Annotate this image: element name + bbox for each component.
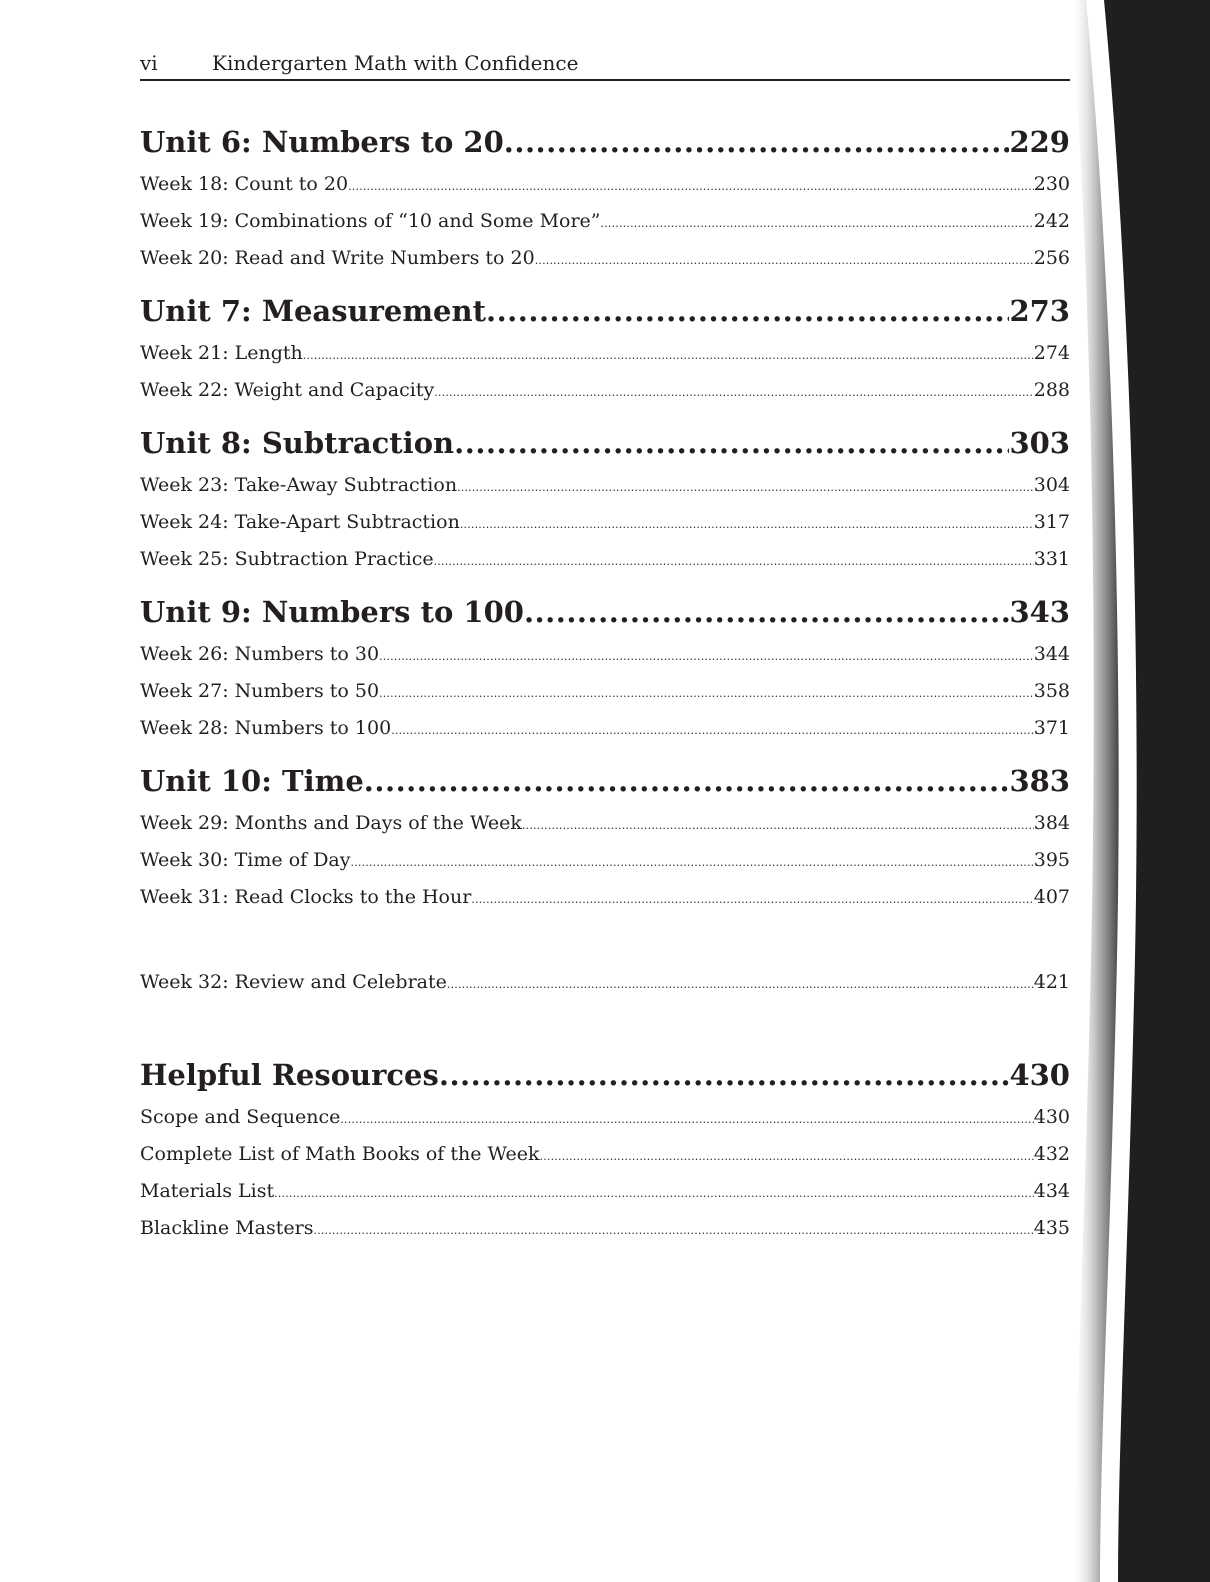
toc-entry[interactable]	[140, 467, 1070, 504]
week-page-number: 395	[1033, 849, 1070, 871]
unit-page-number: 229	[1009, 125, 1070, 159]
toc-entry[interactable]	[140, 805, 1070, 842]
unit-title: Unit 8: Subtraction	[140, 426, 455, 460]
dot-leader	[504, 120, 1010, 164]
toc-entry[interactable]	[140, 710, 1070, 747]
week-title: Week 18: Count to 20	[140, 173, 349, 195]
section-page-number: 430	[1009, 1058, 1070, 1092]
dot-leader	[351, 844, 1034, 879]
unit-title: Unit 7: Measurement	[140, 294, 486, 328]
dot-leader	[454, 421, 1009, 465]
dot-leader	[460, 506, 1034, 541]
week-title: Week 24: Take-Apart Subtraction	[140, 511, 460, 533]
section-heading[interactable]	[140, 1053, 1070, 1097]
toc-entry[interactable]	[140, 1173, 1070, 1210]
week-page-number: 256	[1033, 247, 1070, 269]
toc-unit-6	[140, 120, 1070, 277]
week-page-number: 274	[1033, 342, 1070, 364]
toc-unit-9	[140, 590, 1070, 747]
unit-page-number: 273	[1009, 294, 1070, 328]
toc-entry[interactable]	[140, 879, 1070, 916]
resource-page-number: 434	[1033, 1180, 1070, 1202]
resource-page-number: 430	[1033, 1106, 1070, 1128]
week-title: Week 21: Length	[140, 342, 303, 364]
toc-entry[interactable]	[140, 335, 1070, 372]
week-page-number: 421	[1033, 971, 1070, 993]
dot-leader	[457, 469, 1034, 504]
week-title: Week 28: Numbers to 100	[140, 717, 392, 739]
week-title: Week 27: Numbers to 50	[140, 680, 380, 702]
toc-entry[interactable]	[140, 673, 1070, 710]
toc-unit-10	[140, 759, 1070, 916]
table-of-contents	[140, 120, 1070, 1259]
dot-leader	[486, 289, 1009, 333]
toc-unit-7	[140, 289, 1070, 409]
toc-helpful-resources	[140, 1053, 1070, 1247]
week-title: Week 19: Combinations of “10 and Some More”	[140, 210, 601, 232]
dot-leader	[447, 966, 1034, 1001]
unit-heading[interactable]	[140, 759, 1070, 803]
dot-leader	[313, 1212, 1033, 1247]
dot-leader	[364, 759, 1010, 803]
dot-leader	[303, 337, 1034, 372]
resource-title: Scope and Sequence	[140, 1106, 341, 1128]
week-title: Week 32: Review and Celebrate	[140, 971, 447, 993]
week-page-number: 230	[1033, 173, 1070, 195]
dot-leader	[471, 881, 1033, 916]
dot-leader	[434, 543, 1034, 578]
week-page-number: 317	[1033, 511, 1070, 533]
week-page-number: 358	[1033, 680, 1070, 702]
unit-page-number: 343	[1009, 595, 1070, 629]
dot-leader	[274, 1175, 1034, 1210]
dot-leader	[348, 168, 1034, 203]
dot-leader	[379, 638, 1034, 673]
toc-entry[interactable]	[140, 541, 1070, 578]
week-page-number: 331	[1033, 548, 1070, 570]
week-title: Week 20: Read and Write Numbers to 20	[140, 247, 535, 269]
toc-entry[interactable]	[140, 166, 1070, 203]
week-page-number: 344	[1033, 643, 1070, 665]
running-header	[140, 48, 1070, 81]
toc-entry[interactable]	[140, 842, 1070, 879]
spacer	[140, 1001, 1070, 1053]
week-title: Week 29: Months and Days of the Week	[140, 812, 522, 834]
week-title: Week 25: Subtraction Practice	[140, 548, 434, 570]
dot-leader	[379, 675, 1034, 710]
week-title: Week 30: Time of Day	[140, 849, 351, 871]
page-edge-shadow	[1070, 0, 1210, 1582]
resource-page-number: 432	[1033, 1143, 1070, 1165]
toc-entry[interactable]	[140, 504, 1070, 541]
resource-title: Complete List of Math Books of the Week	[140, 1143, 540, 1165]
unit-heading[interactable]	[140, 590, 1070, 634]
toc-entry[interactable]	[140, 1136, 1070, 1173]
unit-title: Unit 10: Time	[140, 764, 364, 798]
week-page-number: 288	[1033, 379, 1070, 401]
unit-title: Unit 6: Numbers to 20	[140, 125, 504, 159]
resource-title: Blackline Masters	[140, 1217, 314, 1239]
week-title: Week 26: Numbers to 30	[140, 643, 380, 665]
toc-entry-review[interactable]	[140, 964, 1070, 1001]
section-title: Helpful Resources	[140, 1058, 439, 1092]
unit-page-number: 383	[1009, 764, 1070, 798]
resource-title: Materials List	[140, 1180, 275, 1202]
unit-title: Unit 9: Numbers to 100	[140, 595, 524, 629]
toc-unit-8	[140, 421, 1070, 578]
toc-entry[interactable]	[140, 1099, 1070, 1136]
week-title: Week 31: Read Clocks to the Hour	[140, 886, 472, 908]
dot-leader	[434, 374, 1034, 409]
resource-page-number: 435	[1033, 1217, 1070, 1239]
week-page-number: 384	[1033, 812, 1070, 834]
week-page-number: 407	[1033, 886, 1070, 908]
week-title: Week 23: Take-Away Subtraction	[140, 474, 458, 496]
toc-entry[interactable]	[140, 372, 1070, 409]
toc-entry[interactable]	[140, 636, 1070, 673]
spacer	[140, 928, 1070, 964]
dot-leader	[439, 1053, 1010, 1097]
running-head-title: Kindergarten Math with Confidence	[212, 51, 579, 75]
toc-entry[interactable]	[140, 1210, 1070, 1247]
dot-leader	[535, 242, 1034, 277]
dot-leader	[601, 205, 1034, 240]
unit-heading[interactable]	[140, 421, 1070, 465]
toc-entry[interactable]	[140, 203, 1070, 240]
dot-leader	[340, 1101, 1033, 1136]
week-page-number: 242	[1033, 210, 1070, 232]
page-folio: vi	[140, 51, 158, 75]
dot-leader	[540, 1138, 1034, 1173]
dot-leader	[524, 590, 1010, 634]
week-title: Week 22: Weight and Capacity	[140, 379, 435, 401]
unit-heading[interactable]	[140, 120, 1070, 164]
dot-leader	[391, 712, 1034, 747]
week-page-number: 304	[1033, 474, 1070, 496]
unit-page-number: 303	[1009, 426, 1070, 460]
week-page-number: 371	[1033, 717, 1070, 739]
dot-leader	[522, 807, 1034, 842]
toc-entry[interactable]	[140, 240, 1070, 277]
unit-heading[interactable]	[140, 289, 1070, 333]
